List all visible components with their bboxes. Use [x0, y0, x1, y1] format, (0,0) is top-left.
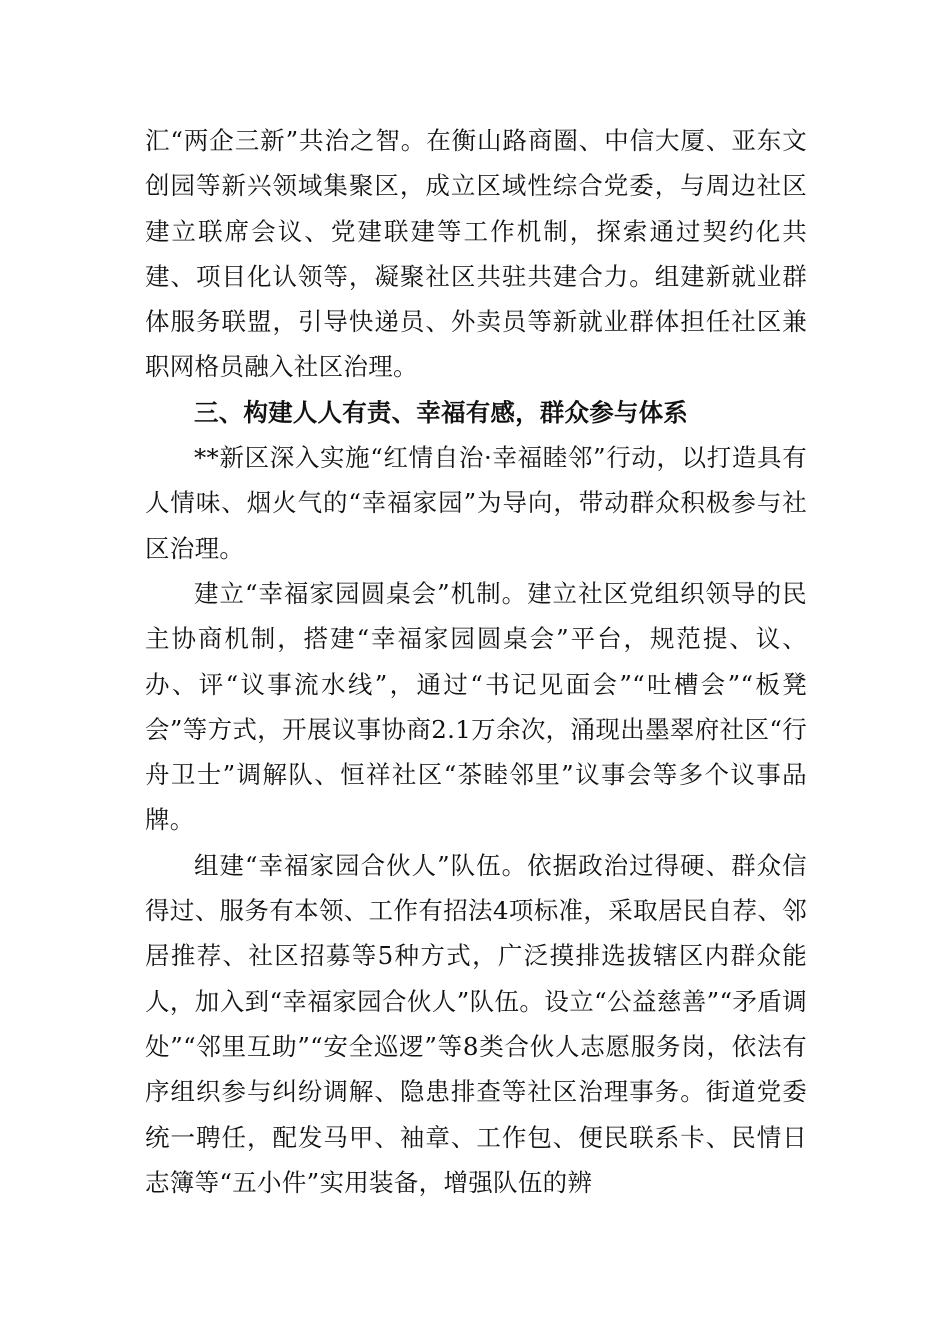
section-heading: 三、构建人人有责、幸福有感，群众参与体系	[194, 397, 688, 427]
paragraph-roundtable: 建立“幸福家园圆桌会”机制。建立社区党组织领导的民主协商机制，搭建“幸福家园圆桌会”平台，规范提、议、办、评“议事流水线”，通过“书记见面会”“吐槽会”“板凳会”等方式，开展议事协商2.1万余次，涌现出墨翠府社区“行舟卫士”调解队、恒祥社区“茶睦邻里”议事会等多个议事品牌。	[145, 578, 807, 835]
paragraph-continued: 汇“两企三新”共治之智。在衡山路商圈、中信大厦、亚东文创园等新兴领域集聚区，成立区域性综合党委，与周边社区建立联席会议、党建联建等工作机制，探索通过契约化共建、项目化认领等，凝聚社区共驻共建合力。组建新就业群体服务联盟，引导快递员、外卖员等新就业群体担任社区兼职网格员融入社区治理。	[145, 126, 807, 382]
paragraph-partners: 组建“幸福家园合伙人”队伍。依据政治过得硬、群众信得过、服务有本领、工作有招法4项标准，采取居民自荐、邻居推荐、社区招募等5种方式，广泛摸排选拔辖区内群众能人，加入到“幸福家园合伙人”队伍。设立“公益慈善”“矛盾调处”“邻里互助”“安全巡逻”等8类合伙人志愿服务岗，依法有序组织参与纠纷调解、隐患排查等社区治理事务。街道党委统一聘任，配发马甲、袖章、工作包、便民联系卡、民情日志簿等“五小件”实用装备，增强队伍的辨	[145, 850, 807, 1197]
document-page	[145, 118, 807, 1205]
paragraph-intro: **新区深入实施“红情自治·幸福睦邻”行动，以打造具有人情味、烟火气的“幸福家园”为导向，带动群众积极参与社区治理。	[145, 443, 807, 563]
